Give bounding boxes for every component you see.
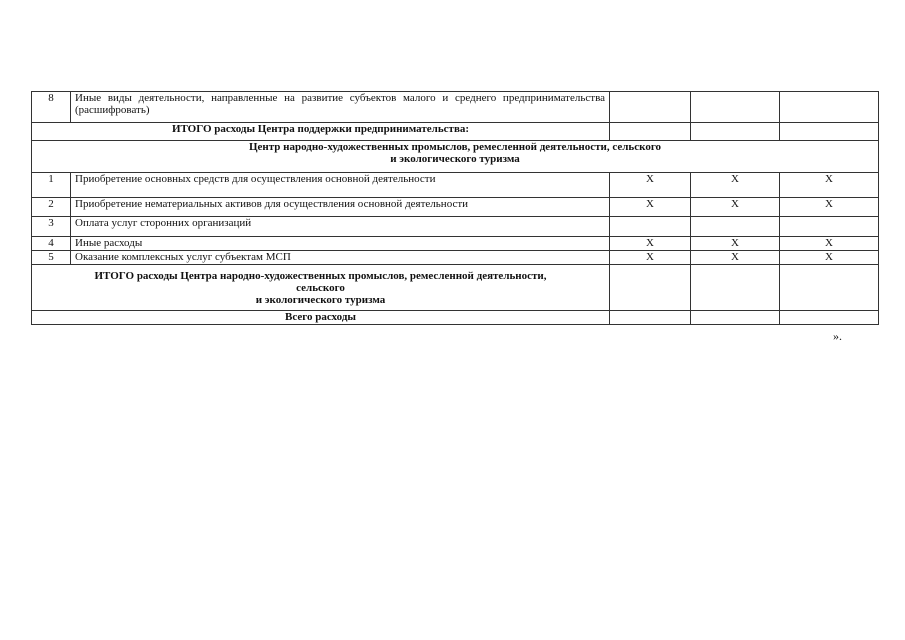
value-cell: [610, 123, 691, 141]
table-row: [32, 173, 879, 198]
x-mark: Х: [691, 251, 780, 265]
row-description: Приобретение нематериальных активов для осуществления основной деятельности: [71, 198, 610, 217]
x-mark: Х: [780, 173, 879, 198]
table-row: [32, 198, 879, 217]
row-description: Оплата услуг сторонних организаций: [71, 217, 610, 237]
expenses-table: [31, 91, 879, 325]
value-cell: [780, 92, 879, 123]
row-number: 8: [32, 92, 71, 123]
total-center-label: [32, 265, 610, 311]
total-center-line: сельского: [296, 281, 345, 294]
x-mark: Х: [780, 198, 879, 217]
section-header-line: и экологического туризма: [390, 153, 520, 165]
value-cell: [610, 311, 691, 325]
value-cell: [691, 311, 780, 325]
value-cell: [691, 123, 780, 141]
row-description: Оказание комплексных услуг субъектам МСП: [71, 251, 610, 265]
table-row: [32, 237, 879, 251]
table-row: [32, 311, 879, 325]
x-mark: Х: [691, 237, 780, 251]
table-row: [32, 251, 879, 265]
total-center-line: и экологического туризма: [255, 293, 386, 306]
closing-quote: ».: [833, 329, 842, 343]
value-cell: [610, 92, 691, 123]
row-number: 1: [32, 173, 71, 198]
value-cell: [691, 217, 780, 237]
section-header-row: [32, 141, 879, 173]
row-description: Приобретение основных средств для осуществления основной деятельности: [71, 173, 610, 198]
x-mark: Х: [780, 237, 879, 251]
x-mark: Х: [610, 251, 691, 265]
total-center-line: ИТОГО расходы Центра народно-художественных промыслов, ремесленной деятельности,: [94, 269, 547, 282]
total-support-label: ИТОГО расходы Центра поддержки предпринимательства:: [32, 123, 610, 141]
value-cell: [691, 265, 780, 311]
value-cell: [780, 311, 879, 325]
section-header: [32, 141, 879, 173]
table-row: [32, 217, 879, 237]
row-number: 5: [32, 251, 71, 265]
row-description: Иные виды деятельности, направленные на развитие субъектов малого и среднего предпринимательства (расшифровать): [71, 92, 610, 123]
x-mark: Х: [610, 173, 691, 198]
value-cell: [610, 265, 691, 311]
row-number: 3: [32, 217, 71, 237]
section-header-line: Центр народно-художественных промыслов, ремесленной деятельности, сельского: [248, 141, 662, 153]
x-mark: Х: [780, 251, 879, 265]
value-cell: [610, 217, 691, 237]
x-mark: Х: [691, 173, 780, 198]
row-description: Иные расходы: [71, 237, 610, 251]
value-cell: [780, 265, 879, 311]
value-cell: [780, 217, 879, 237]
x-mark: Х: [691, 198, 780, 217]
value-cell: [691, 92, 780, 123]
x-mark: Х: [610, 237, 691, 251]
table-row: [32, 123, 879, 141]
table-row: [32, 92, 879, 123]
value-cell: [780, 123, 879, 141]
row-number: 2: [32, 198, 71, 217]
table-row: [32, 265, 879, 311]
grand-total-label: Всего расходы: [32, 311, 610, 325]
row-number: 4: [32, 237, 71, 251]
x-mark: Х: [610, 198, 691, 217]
